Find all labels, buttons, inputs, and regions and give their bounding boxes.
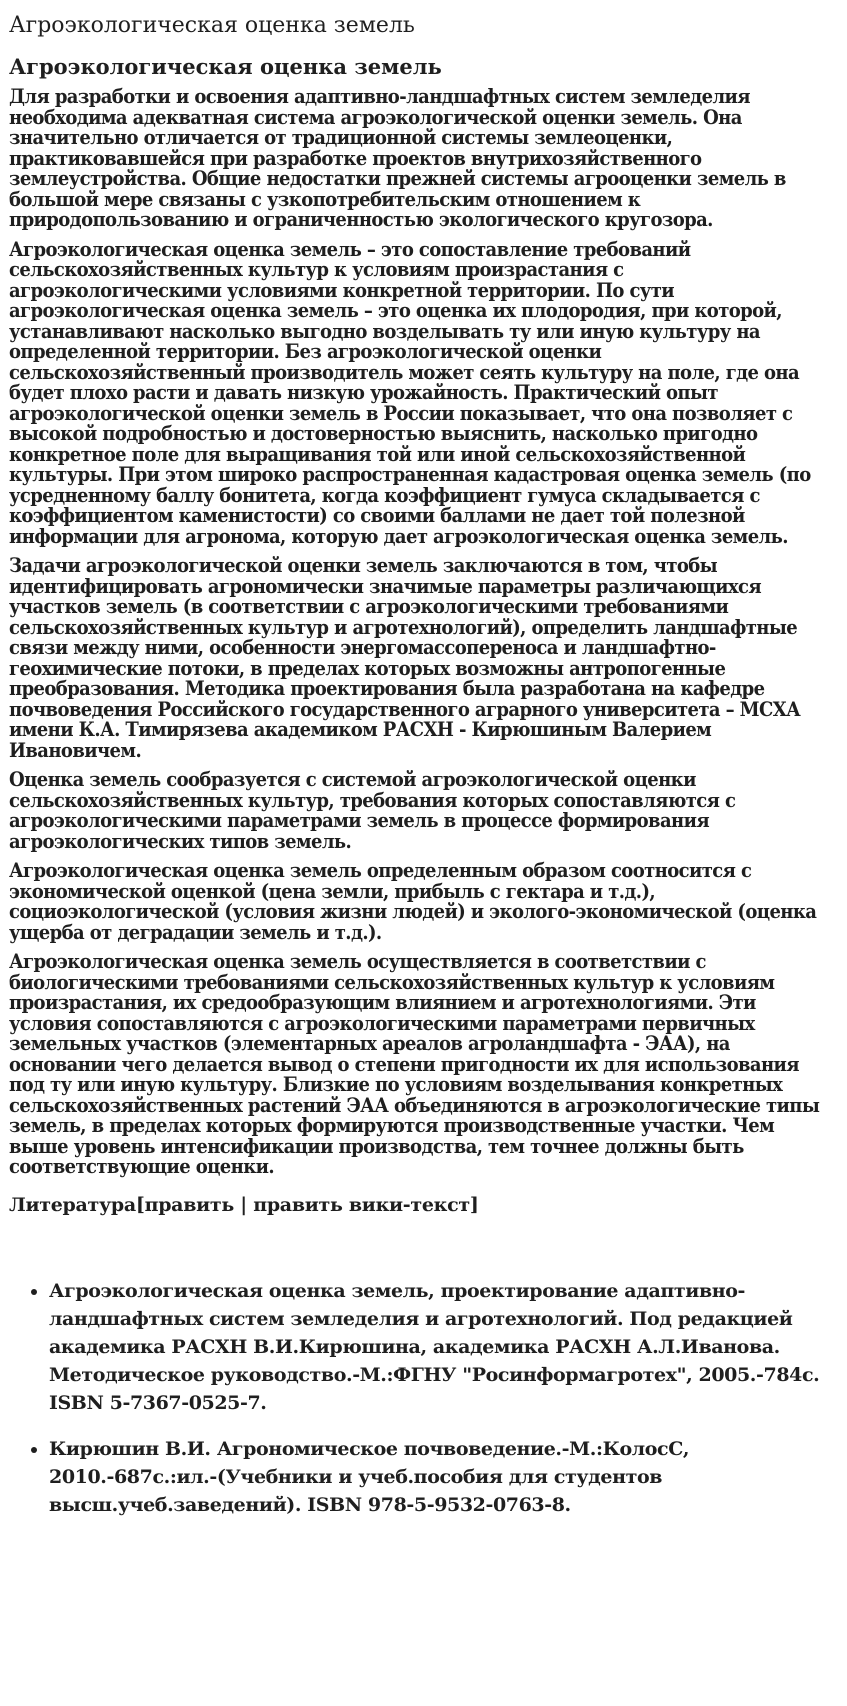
article-paragraph-1: Для разработки и освоения адаптивно-ландшафтных систем земледелия необходима адекватная система агроэкологической оценки земель. Она значительно отличается от традиционной системы землеоценки, практиковавшейся при разработке проектов внутрихозяйственного землеустройства. Общие недостатки прежней системы агрооценки земель в большой мере связаны с узкопотребительским отношением к природопользованию и ограниченностью экологического кругозора.: [9, 84, 786, 231]
site-title: Агроэкологическая оценка земель: [9, 13, 415, 38]
article-paragraph-6: Агроэкологическая оценка земель осуществляется в соответствии с биологическими требованиями сельскохозяйственных культур к условиям произрастания, их средообразующим влиянием и агротехнологиями. Эти условия сопоставляются с агроэкологическими параметрами первичных земельных участков (элементарных ареалов агроландшафта - ЭАА), на основании чего делается вывод о степени пригодности их для использования под ту или иную культуру. Близкие по условиям возделывания конкретных сельскохозяйственных растений ЭАА объединяются в агроэкологические типы земель, в пределах которых формируются производственные участки. Чем выше уровень интенсификации производства, тем точнее должны быть соответствующие оценки.: [9, 949, 820, 1178]
article-title: Агроэкологическая оценка земель: [9, 54, 442, 79]
article-paragraph-5: Агроэкологическая оценка земель определенным образом соотносится с экономической оценкой (цена земли, прибыль с гектара и т.д.), социоэкологической (условия жизни людей) и эколого-экономической (оценка ущерба от деградации земель и т.д.).: [9, 858, 817, 944]
literature-item-2: • Кирюшин В.И. Агрономическое почвоведение.-М.:КолосС, 2010.-687с.:ил.-(Учебники и учеб.пособия для студентов высш.учеб.заведений). ISBN 978-5-9532-0763-8.: [49, 1435, 838, 1519]
literature-item-1: • Агроэкологическая оценка земель, проектирование адаптивно-ландшафтных систем земледелия и агротехнологий. Под редакцией академика РАСХН В.И.Кирюшина, академика РАСХН А.Л.Иванова. Методическое руководство.-М.:ФГНУ "Росинформагротех", 2005.-784с. ISBN 5-7367-0525-7.: [49, 1277, 838, 1417]
literature-heading: [9, 1193, 838, 1217]
article-paragraph-3: Задачи агроэкологической оценки земель заключаются в том, чтобы идентифицировать агрономически значимые параметры различающихся участков земель (в соответствии с агроэкологическими требованиями сельскохозяйственных культур и агротехнологий), определить ландшафтные связи между ними, особенности энергомассопереноса и ландшафтно-геохимические потоки, в пределах которых возможны антропогенные преобразования. Методика проектирования была разработана на кафедре почвоведения Российского государственного аграрного университета – МСХА имени К.А. Тимирязева академиком РАСХН - Кирюшиным Валерием Ивановичем.: [9, 553, 801, 762]
article-paragraph-2: Агроэкологическая оценка земель – это сопоставление требований сельскохозяйственных культур к условиям произрастания с агроэкологическими условиями конкретной территории. По сути агроэкологическая оценка земель – это оценка их плодородия, при которой, устанавливают насколько выгодно возделывать ту или иную культуру на определенной территории. Без агроэкологической оценки сельскохозяйственный производитель может сеять культуру на поле, где она будет плохо расти и давать низкую урожайность. Практический опыт агроэкологической оценки земель в России показывает, что она позволяет с высокой подробностью и достоверностью выяснить, насколько пригодно конкретное поле для выращивания той или иной сельскохозяйственной культуры. При этом широко распространенная кадастровая оценка земель (по усредненному баллу бонитета, когда коэффициент гумуса складывается с коэффициентом каменистости) со своими баллами не дает той полезной информации для агронома, которую дает агроэкологическая оценка земель.: [9, 236, 811, 548]
literature-list: [9, 1277, 838, 1519]
edit-separator: |: [233, 1193, 254, 1216]
edit-bracket-close: ]: [469, 1193, 479, 1216]
edit-source-link[interactable]: править вики-текст: [253, 1193, 470, 1216]
article-paragraph-4: Оценка земель сообразуется с системой агроэкологической оценки сельскохозяйственных культур, требования которых сопоставляются с агроэкологическими параметрами земель в процессе формирования агроэкологических типов земель.: [9, 767, 736, 853]
edit-bracket-open: [: [135, 1193, 145, 1216]
edit-section-link[interactable]: править: [144, 1193, 234, 1216]
literature-heading-text: Литература: [9, 1193, 136, 1216]
